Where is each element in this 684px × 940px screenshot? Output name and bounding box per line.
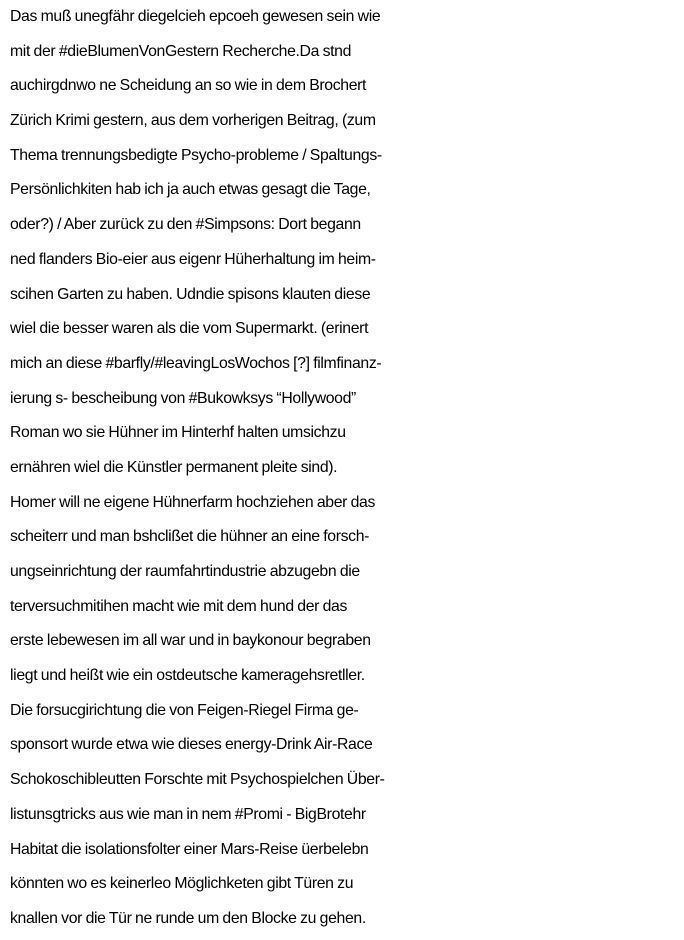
text-line: oder?) / Aber zurück zu den #Simpsons: Dort begann <box>10 216 361 234</box>
text-line: Roman wo sie Hühner im Hinterhf halten umsichzu <box>10 424 346 442</box>
text-line: sponsort wurde etwa wie dieses energy-Drink Air-Race <box>10 736 373 754</box>
text-line: Zürich Krimi gestern, aus dem vorherigen Beitrag, (zum <box>10 112 376 130</box>
text-line: mit der #dieBlumenVonGestern Recherche.Da stnd <box>10 42 352 60</box>
text-line: scihen Garten zu haben. Udndie spisons klauten diese <box>10 285 371 303</box>
text-line: Habitat die isolationsfolter einer Mars-Reise üerbelebn <box>10 840 369 858</box>
text-line: ungseinrichtung der raumfahrtindustrie abzugebn die <box>10 563 360 580</box>
text-line: Thema trennungsbedigte Psycho-probleme / Spaltungs- <box>10 146 382 164</box>
text-line: ernähren wiel die Künstler permanent pleite sind). <box>10 458 338 476</box>
text-line: scheiterr und man bshclißet die hühner an eine forsch- <box>10 528 370 546</box>
text-line: terversuchmitihen macht wie mit dem hund der das <box>10 597 348 615</box>
text-line: knallen vor die Tür ne runde um den Blocke zu gehen. <box>10 909 366 927</box>
text-line: erste lebewesen im all war und in baykonour begraben <box>10 632 371 650</box>
text-line: könnten wo es keinerleo Möglichketen gibt Türen zu <box>10 875 354 893</box>
text-line: Schokoschibleutten Forschte mit Psychospielchen Über- <box>10 771 385 789</box>
text-line: listunsgtricks aus wie man in nem #Promi - BigBrotehr <box>10 805 366 823</box>
text-line: auchirgdnwo ne Scheidung an so wie in dem Brochert <box>10 77 367 95</box>
text-line: mich an diese #barfly/#leavingLosWochos [?] filmfinanz- <box>10 354 382 372</box>
text-line: Persönlichkiten hab ich ja auch etwas gesagt die Tage, <box>10 181 371 199</box>
text-line: wiel die besser waren als die vom Supermarkt. (erinert <box>10 320 369 338</box>
text-line: Homer will ne eigene Hühnerfarm hochziehen aber das <box>10 493 376 511</box>
text-line: liegt und heißt wie ein ostdeutsche kameragehsretller. <box>10 667 365 685</box>
text-line: Das muß unegfähr diegelcieh epcoeh gewesen sein wie <box>10 8 381 25</box>
text-line: Die forsucgirichtung die von Feigen-Riegel Firma ge- <box>10 701 359 719</box>
document-page <box>10 0 680 937</box>
text-line: ierung s- bescheibung von #Bukowksys “Hollywood” <box>10 389 356 407</box>
text-line: ned flanders Bio-eier aus eigenr Hüherhaltung im heim- <box>10 250 376 268</box>
